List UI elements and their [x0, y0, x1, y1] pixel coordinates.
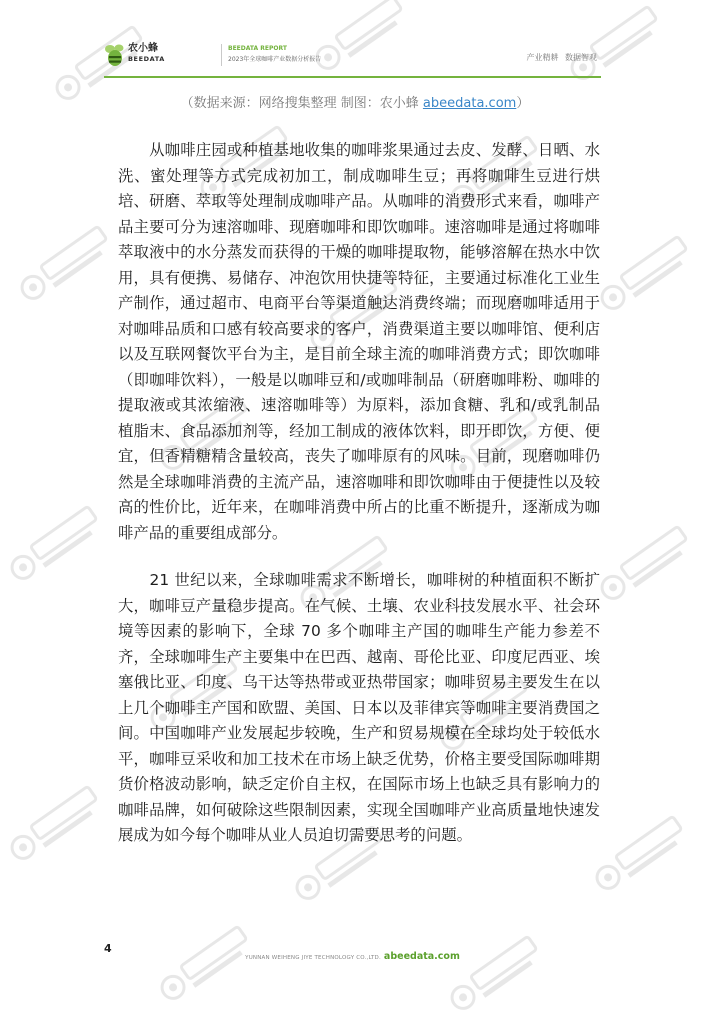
watermark-logo-icon: [0, 773, 114, 877]
header-divider: [221, 44, 222, 66]
logo-name-en: BEEDATA: [128, 55, 165, 63]
paragraph: 21 世纪以来，全球咖啡需求不断增长，咖啡树的种植面积不断扩大，咖啡豆产量稳步提高。在气候、土壤、农业科技发展水平、社会环境等因素的影响下，全球 70 多个咖啡主产国的咖啡生产能力参差不齐，全球咖啡生产主要集中在巴西、越南、哥伦比亚、印度尼西亚、埃塞俄比亚、印度、乌干达等热带或亚热带国家；咖啡贸易主要发生在以上几个咖啡主产国和欧盟、美国、日本以及菲律宾等咖啡主要消费国之间。中国咖啡产业发展起步较晚，生产和贸易规模在全球均处于较低水平，咖啡豆采收和加工技术在市场上缺乏优势，价格主要受国际咖啡期货价格波动影响，缺乏定价自主权，在国际市场上也缺乏具有影响力的咖啡品牌，如何破除这些限制因素，实现全国咖啡产业高质量地快速发展成为如今每个咖啡从业人员迫切需要思考的问题。: [118, 571, 600, 844]
watermark-logo-icon: [0, 493, 114, 597]
page-number: 4: [104, 942, 112, 955]
source-close: ）: [516, 96, 530, 111]
page-header: [104, 38, 601, 78]
header-tagline: [522, 52, 597, 63]
watermark-logo-icon: [146, 913, 265, 1017]
tagline-1: 产业精耕: [526, 53, 559, 62]
footer-site-link[interactable]: abeedata.com: [383, 951, 460, 962]
report-title: 2023年全球咖啡产业数据分析报告: [228, 56, 322, 63]
bee-logo-icon: [104, 43, 126, 67]
watermark-logo-icon: [586, 513, 705, 617]
watermark-logo-icon: [6, 213, 125, 317]
report-label: BEEDATA REPORT: [228, 45, 287, 52]
report-heading: [228, 43, 321, 65]
page-footer: [104, 942, 601, 962]
paragraph: 从咖啡庄园或种植基地收集的咖啡浆果通过去皮、发酵、日晒、水洗、蜜处理等方式完成初加工，制成咖啡生豆；再将咖啡生豆进行烘培、研磨、萃取等处理制成咖啡产品。从咖啡的消费形式来看，咖啡产品主要可分为速溶咖啡、现磨咖啡和即饮咖啡。速溶咖啡是通过将咖啡萃取液中的水分蒸发而获得的干燥的咖啡提取物，能够溶解在热水中饮用，具有便携、易储存、冲泡饮用快捷等特征，主要通过标准化工业生产制作，通过超市、电商平台等渠道触达消费终端；而现磨咖啡适用于对咖啡品质和口感有较高要求的客户，消费渠道主要以咖啡馆、便利店以及互联网餐饮平台为主，是目前全球主流的咖啡消费方式；即饮咖啡（即咖啡饮料），一般是以咖啡豆和/或咖啡制品（研磨咖啡粉、咖啡的提取液或其浓缩液、速溶咖啡等）为原料，添加食糖、乳和/或乳制品植脂末、食品添加剂等，经加工制成的液体饮料，即开即饮，方便、便宜，但香精糖精含量较高，丧失了咖啡原有的风味。目前，现磨咖啡仍然是全球咖啡消费的主流产品，速溶咖啡和即饮咖啡由于便捷性以及较高的性价比，近年来，在咖啡消费中所占的比重不断提升，逐渐成为咖啡产品的重要组成部分。: [118, 141, 600, 542]
source-text: （数据来源：网络搜集整理 制图：农小蜂: [180, 96, 423, 111]
footer-credit: [104, 944, 601, 963]
source-link[interactable]: abeedata.com: [422, 96, 517, 111]
tagline-2: 数据智观: [565, 53, 597, 62]
brand-logo: [104, 42, 188, 70]
watermark-logo-icon: [436, 923, 555, 1027]
source-note: [0, 92, 710, 111]
article-body: [118, 138, 600, 849]
watermark-logo-icon: [586, 223, 705, 327]
footer-company: YUNNAN WEIHENG JIYE TECHNOLOGY CO.,LTD.: [245, 955, 381, 961]
logo-name-cn: 农小蜂: [128, 43, 158, 54]
